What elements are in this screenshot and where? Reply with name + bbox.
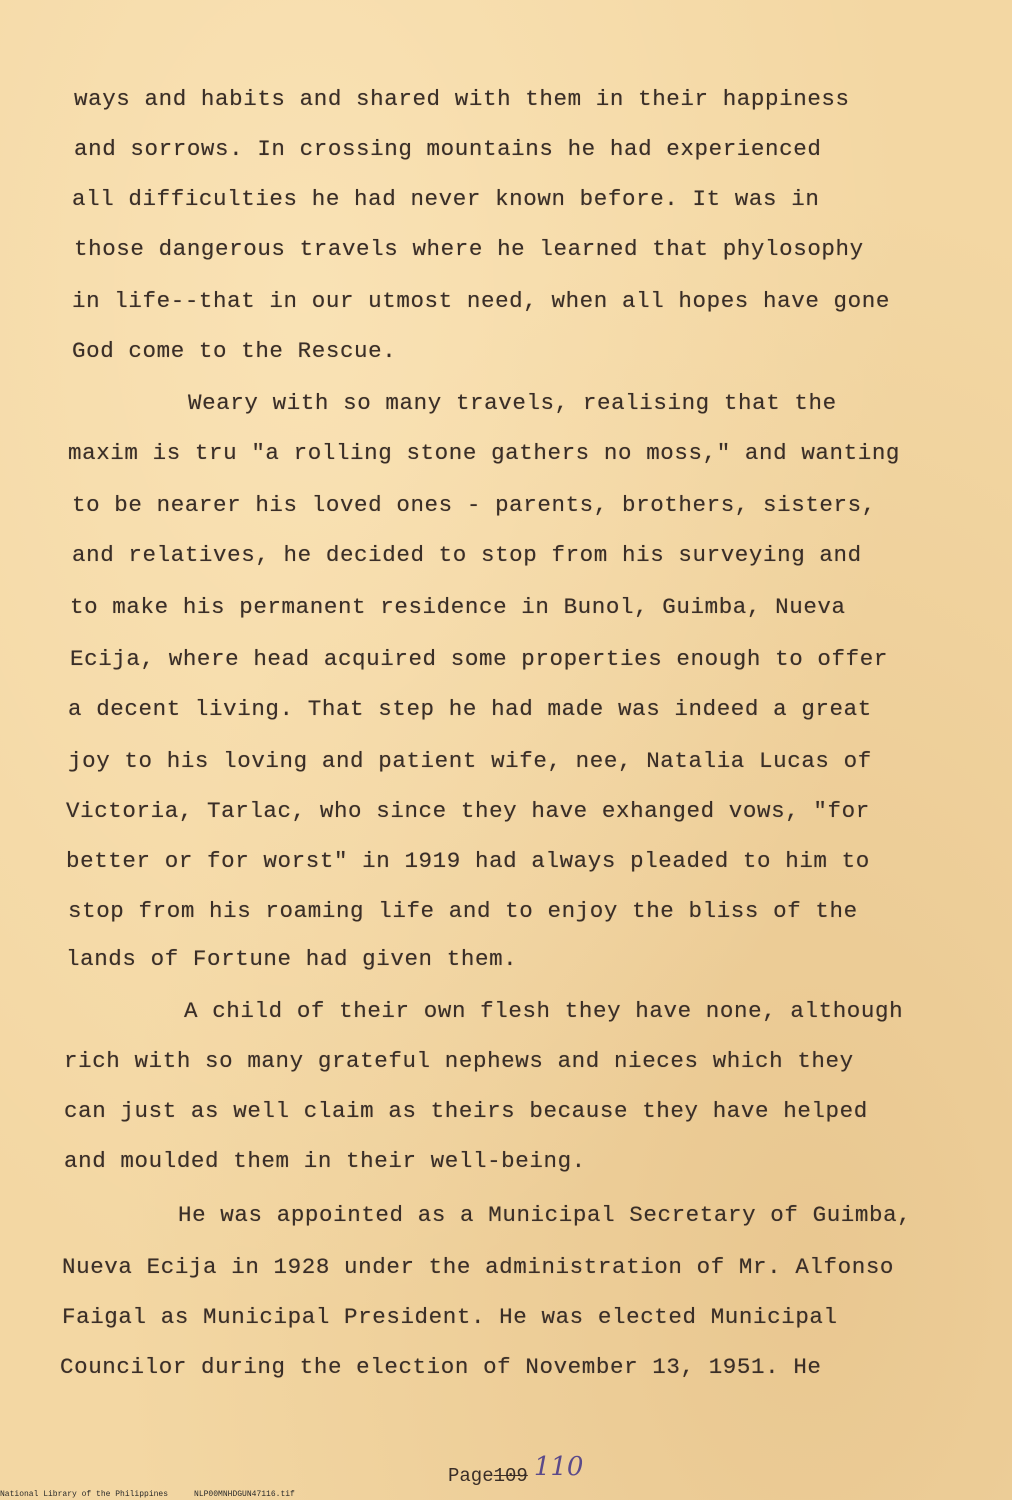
file-name: NLP00MNHDGUN47116.tif [194,1490,295,1499]
text-line: God come to the Rescue. [72,338,397,364]
text-line: and sorrows. In crossing mountains he had experienced [74,136,822,162]
text-line: those dangerous travels where he learned that phylosophy [74,236,864,262]
text-line: stop from his roaming life and to enjoy the bliss of the [68,898,858,924]
text-line: ways and habits and shared with them in their happiness [74,86,850,112]
text-line: Victoria, Tarlac, who since they have exhanged vows, "for [66,798,870,824]
text-line: rich with so many grateful nephews and nieces which they [64,1048,854,1074]
text-line: to make his permanent residence in Bunol, Guimba, Nueva [70,594,846,620]
text-line: maxim is tru "a rolling stone gathers no moss," and wanting [68,440,901,466]
page-number [448,1452,584,1488]
old-page-number: 109 [493,1465,528,1487]
text-line: He was appointed as a Municipal Secretary of Guimba, [178,1202,912,1228]
text-line: better or for worst" in 1919 had always pleaded to him to [66,848,870,874]
text-line: and moulded them in their well-being. [64,1148,586,1174]
text-line: A child of their own flesh they have none, although [184,998,904,1024]
text-line: to be nearer his loved ones - parents, brothers, sisters, [72,492,876,518]
text-line: Nueva Ecija in 1928 under the administration of Mr. Alfonso [62,1254,895,1280]
text-line: Weary with so many travels, realising that the [188,390,837,416]
text-line: joy to his loving and patient wife, nee, Natalia Lucas of [68,748,872,774]
text-line: Faigal as Municipal President. He was elected Municipal [62,1304,838,1330]
text-line: in life--that in our utmost need, when all hopes have gone [72,288,890,314]
text-line: can just as well claim as theirs because they have helped [64,1098,868,1124]
text-line: a decent living. That step he had made was indeed a great [68,696,872,722]
scan-credit [0,1490,321,1499]
text-line: Ecija, where head acquired some properties enough to offer [70,646,888,672]
handwritten-page-number: 110 [533,1452,584,1482]
text-line: and relatives, he decided to stop from his surveying and [72,542,862,568]
text-line: all difficulties he had never known before. It was in [72,186,820,212]
page-label: Page [448,1465,494,1487]
text-line: Councilor during the election of November 13, 1951. He [60,1354,822,1380]
library-name: National Library of the Philippines [0,1490,169,1499]
text-line: lands of Fortune had given them. [66,946,518,972]
